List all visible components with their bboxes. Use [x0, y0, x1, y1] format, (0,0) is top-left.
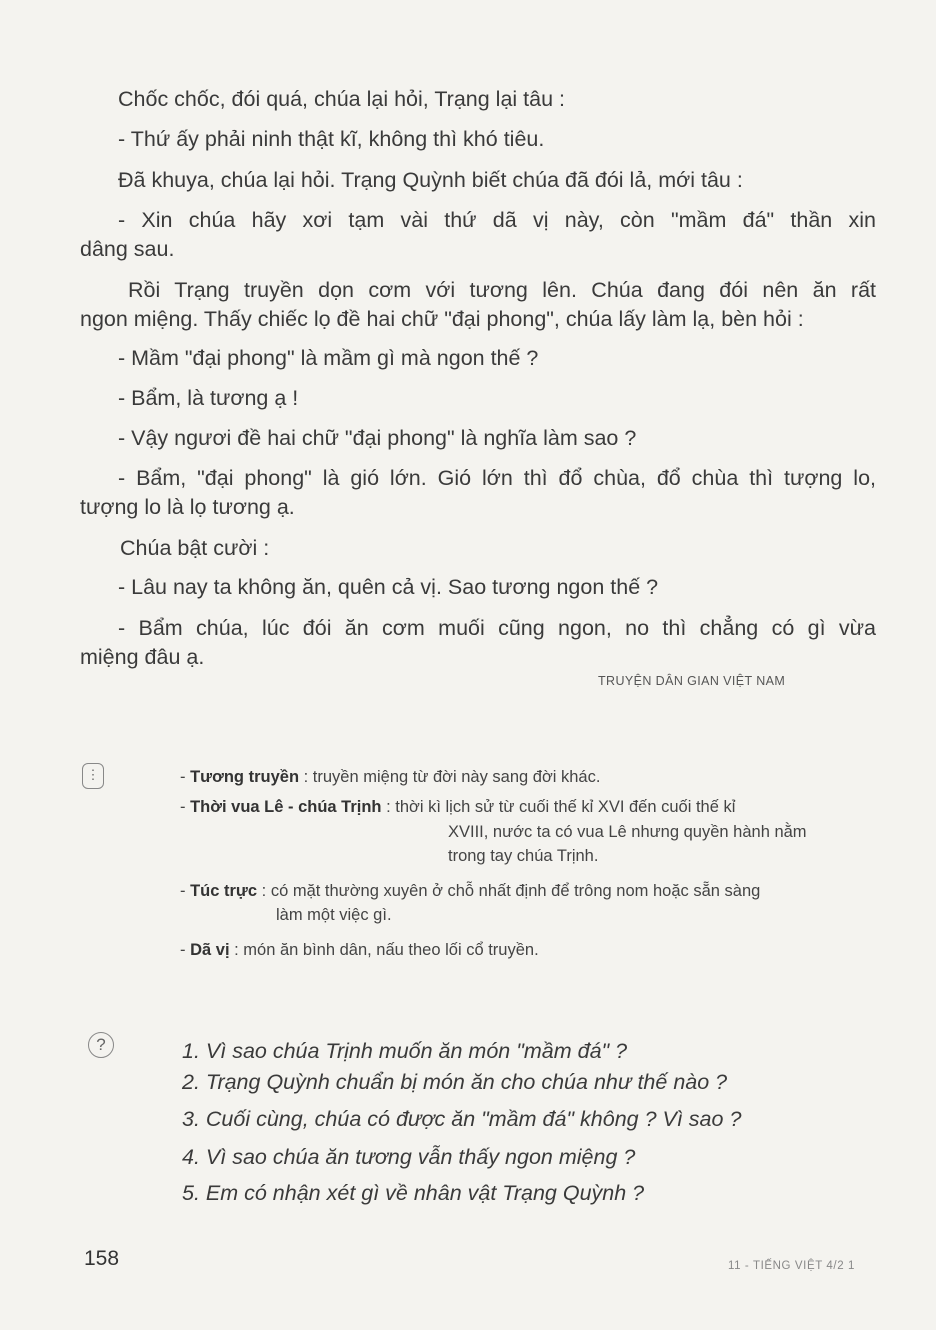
paragraph: - Bẩm, "đại phong" là gió lớn. Gió lớn thì đổ chùa, đổ chùa thì tượng lo, [118, 466, 876, 490]
glossary-item: - Dã vị : món ăn bình dân, nấu theo lối cổ truyền. [180, 941, 539, 959]
paragraph: - Lâu nay ta không ăn, quên cả vị. Sao tương ngon thế ? [118, 575, 659, 599]
glossary-term: Thời vua Lê - chúa Trịnh [190, 798, 382, 816]
glossary-definition: : thời kì lịch sử từ cuối thế kỉ XVI đến cuối thế kỉ [381, 798, 736, 816]
paragraph: tượng lo là lọ tương ạ. [80, 495, 295, 519]
glossary-term: Túc trực [190, 882, 258, 900]
glossary-continuation: trong tay chúa Trịnh. [448, 847, 599, 865]
glossary-continuation: XVIII, nước ta có vua Lê nhưng quyền hành nằm [448, 823, 807, 841]
paragraph: - Bẩm chúa, lúc đói ăn cơm muối cũng ngon, no thì chẳng có gì vừa [118, 616, 876, 640]
question-item: 1. Vì sao chúa Trịnh muốn ăn món "mầm đá" ? [182, 1039, 628, 1063]
paragraph: Đã khuya, chúa lại hỏi. Trạng Quỳnh biết chúa đã đói lả, mới tâu : [118, 168, 743, 192]
question-item: 3. Cuối cùng, chúa có được ăn "mầm đá" không ? Vì sao ? [182, 1107, 742, 1131]
glossary-item: - Tương truyền : truyền miệng từ đời này sang đời khác. [180, 768, 601, 786]
question-item: 4. Vì sao chúa ăn tương vẫn thấy ngon miệng ? [182, 1145, 636, 1169]
glossary-item: - Túc trực : có mặt thường xuyên ở chỗ nhất định để trông nom hoặc sẵn sàng [180, 882, 761, 900]
page-number: 158 [84, 1247, 120, 1270]
paragraph: miệng đâu ạ. [80, 645, 205, 669]
glossary-term: Tương truyền [190, 768, 300, 786]
glossary-term: Dã vị [190, 941, 230, 959]
question-icon: ? [88, 1032, 114, 1058]
paragraph: - Xin chúa hãy xơi tạm vài thứ dã vị này, còn "mầm đá" thần xin [118, 208, 876, 232]
question-item: 2. Trạng Quỳnh chuẩn bị món ăn cho chúa như thế nào ? [182, 1070, 728, 1094]
paragraph: - Thứ ấy phải ninh thật kĩ, không thì khó tiêu. [118, 127, 545, 151]
paragraph: ngon miệng. Thấy chiếc lọ đề hai chữ "đại phong", chúa lấy làm lạ, bèn hỏi : [80, 307, 804, 331]
book-footer: 11 - TIẾNG VIỆT 4/2 1 [728, 1260, 856, 1272]
paragraph: - Vậy ngươi đề hai chữ "đại phong" là nghĩa làm sao ? [118, 426, 637, 450]
glossary-definition: : món ăn bình dân, nấu theo lối cổ truyền. [229, 941, 539, 959]
paragraph: Chúa bật cười : [120, 536, 270, 560]
story-source: TRUYỆN DÂN GIAN VIỆT NAM [598, 674, 786, 688]
paragraph: Chốc chốc, đói quá, chúa lại hỏi, Trạng lại tâu : [118, 87, 565, 111]
glossary-definition: : truyền miệng từ đời này sang đời khác. [299, 768, 601, 786]
glossary-item: - Thời vua Lê - chúa Trịnh : thời kì lịch sử từ cuối thế kỉ XVI đến cuối thế kỉ [180, 798, 736, 816]
question-item: 5. Em có nhận xét gì về nhân vật Trạng Quỳnh ? [182, 1181, 645, 1205]
paragraph: dâng sau. [80, 237, 175, 261]
glossary-continuation: làm một việc gì. [276, 906, 392, 924]
paragraph: - Bẩm, là tương ạ ! [118, 386, 299, 410]
glossary-definition: : có mặt thường xuyên ở chỗ nhất định để trông nom hoặc sẵn sàng [257, 882, 761, 900]
paragraph: - Mầm "đại phong" là mầm gì mà ngon thế ? [118, 346, 539, 370]
notes-icon: ⋮ [82, 763, 104, 789]
paragraph: Rồi Trạng truyền dọn cơm với tương lên. Chúa đang đói nên ăn rất [128, 278, 876, 302]
